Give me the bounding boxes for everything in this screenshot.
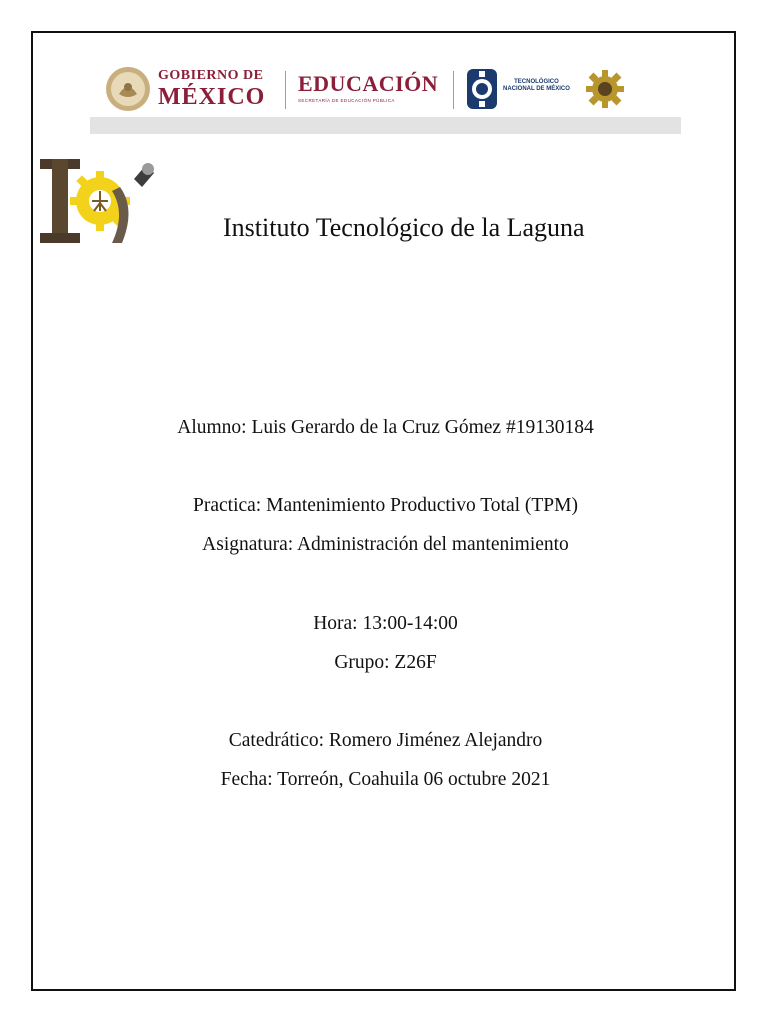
- practice-line: Practica: Mantenimiento Productivo Total (TPM): [193, 495, 578, 516]
- educacion-logo: [298, 73, 438, 103]
- header-logos: [103, 63, 623, 125]
- gob-line2: MÉXICO: [158, 84, 266, 110]
- gob-line1: GOBIERNO DE: [158, 68, 264, 83]
- cover-page: [31, 31, 736, 991]
- edu-line1: EDUCACIÓN: [298, 71, 439, 96]
- institute-name: Instituto Tecnológico de la Laguna: [223, 213, 585, 242]
- mexico-seal-logo: [105, 66, 151, 112]
- divider: [453, 71, 454, 109]
- tecnm-logo-text: [503, 79, 570, 92]
- subject-line: Asignatura: Administración del mantenimiento: [202, 534, 569, 555]
- itl-logo: [38, 157, 158, 247]
- divider: [285, 71, 286, 109]
- teacher-line: Catedrático: Romero Jiménez Alejandro: [228, 730, 543, 751]
- tecnologico-gear-logo: [585, 69, 625, 109]
- schedule-line: Hora: 13:00-14:00: [313, 613, 458, 634]
- edu-line2: SECRETARÍA DE EDUCACIÓN PÚBLICA: [298, 98, 395, 103]
- gobierno-mexico-logo: [158, 69, 268, 109]
- group-line: Grupo: Z26F: [334, 652, 437, 673]
- tnm-line2: NACIONAL DE MÉXICO: [503, 85, 570, 92]
- student-line: Alumno: Luis Gerardo de la Cruz Gómez #19130184: [177, 417, 594, 438]
- date-line: Fecha: Torreón, Coahuila 06 octubre 2021: [220, 769, 551, 790]
- tnm-line1: TECNOLÓGICO: [514, 79, 559, 85]
- tecnm-logo-icon: [465, 67, 499, 111]
- header-bar: [90, 117, 681, 134]
